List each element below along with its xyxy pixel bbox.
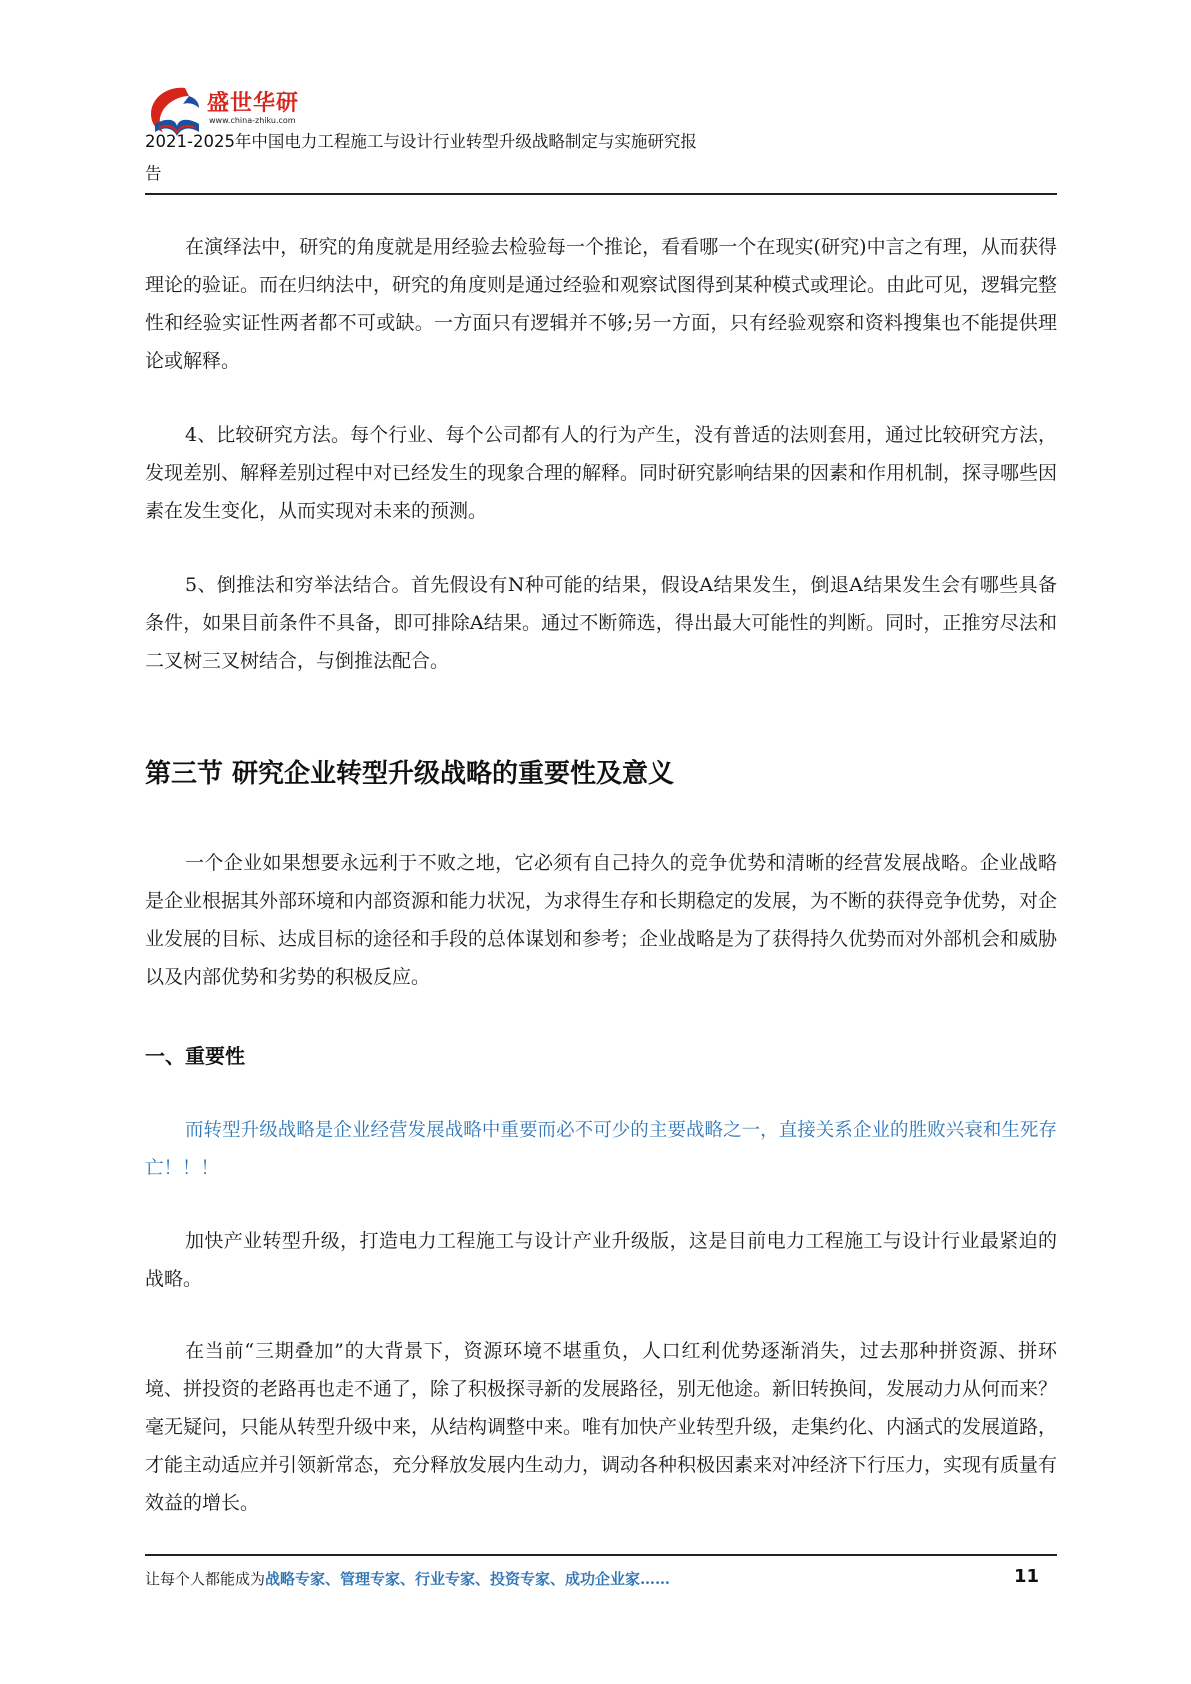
- header-divider: [145, 193, 1057, 195]
- paragraph-backward-method: 5、倒推法和穷举法结合。首先假设有N种可能的结果，假设A结果发生，倒退A结果发生会有哪些具备条件，如果目前条件不具备，即可排除A结果。通过不断筛选，得出最大可能性的判断。同时，正推穷尽法和二叉树三叉树结合，与倒推法配合。: [145, 574, 1057, 672]
- footer-slogan-prefix: 让每个人都能成为: [145, 1570, 266, 1588]
- footer-slogan: [145, 1568, 670, 1589]
- footer-divider: [145, 1554, 1057, 1556]
- highlight-paragraph: 而转型升级战略是企业经营发展战略中重要而必不可少的主要战略之一，直接关系企业的胜败兴衰和生死存亡！！！: [145, 1120, 1057, 1179]
- page-footer: [145, 1568, 1057, 1598]
- logo-name: 盛世华研: [207, 91, 300, 116]
- footer-slogan-highlight: 战略专家、管理专家、行业专家、投资专家、成功企业家……: [265, 1570, 671, 1588]
- paragraph-enterprise-strategy: 一个企业如果想要永远利于不败之地，它必须有自己持久的竞争优势和清晰的经营发展战略。企业战略是企业根据其外部环境和内部资源和能力状况，为求得生存和长期稳定的发展，为不断的获得竞争优势，对企业发展的目标、达成目标的途径和手段的总体谋划和参考；企业战略是为了获得持久优势而对外部机会和威胁以及内部优势和劣势的积极反应。: [145, 852, 1058, 988]
- logo-url: www.china-zhiku.com: [209, 116, 296, 125]
- page-body: [145, 228, 1057, 1522]
- page-header: [145, 72, 1057, 194]
- report-title-line-2: 告: [145, 164, 162, 183]
- report-title-line-1: 2021-2025年中国电力工程施工与设计行业转型升级战略制定与实施研究报: [145, 132, 697, 151]
- paragraph-upgrade: 加快产业转型升级，打造电力工程施工与设计产业升级版，这是目前电力工程施工与设计行业最紧迫的战略。: [145, 1230, 1057, 1290]
- page-number: 11: [1013, 1566, 1039, 1587]
- subsection-title: 一、重要性: [145, 1044, 245, 1068]
- paragraph-deduction: 在演绎法中，研究的角度就是用经验去检验每一个推论，看看哪一个在现实(研究)中言之有理，从而获得理论的验证。而在归纳法中，研究的角度则是通过经验和观察试图得到某种模式或理论。由此可见，逻辑完整性和经验实证性两者都不可或缺。一方面只有逻辑并不够;另一方面，只有经验观察和资料搜集也不能提供理论或解释。: [145, 236, 1058, 372]
- report-title: [145, 126, 1057, 190]
- paragraph-background: 在当前“三期叠加”的大背景下，资源环境不堪重负，人口红利优势逐渐消失，过去那种拼资源、拼环境、拼投资的老路再也走不通了，除了积极探寻新的发展路径，别无他途。新旧转换间，发展动力从何而来？毫无疑问，只能从转型升级中来，从结构调整中来。唯有加快产业转型升级，走集约化、内涵式的发展道路，才能主动适应并引领新常态，充分释放发展内生动力，调动各种积极因素来对冲经济下行压力，实现有质量有效益的增长。: [145, 1340, 1058, 1514]
- paragraph-comparison-method: 4、比较研究方法。每个行业、每个公司都有人的行为产生，没有普适的法则套用，通过比较研究方法，发现差别、解释差别过程中对已经发生的现象合理的解释。同时研究影响结果的因素和作用机制，探寻哪些因素在发生变化，从而实现对未来的预测。: [145, 424, 1058, 522]
- section-title: 第三节 研究企业转型升级战略的重要性及意义: [145, 759, 675, 789]
